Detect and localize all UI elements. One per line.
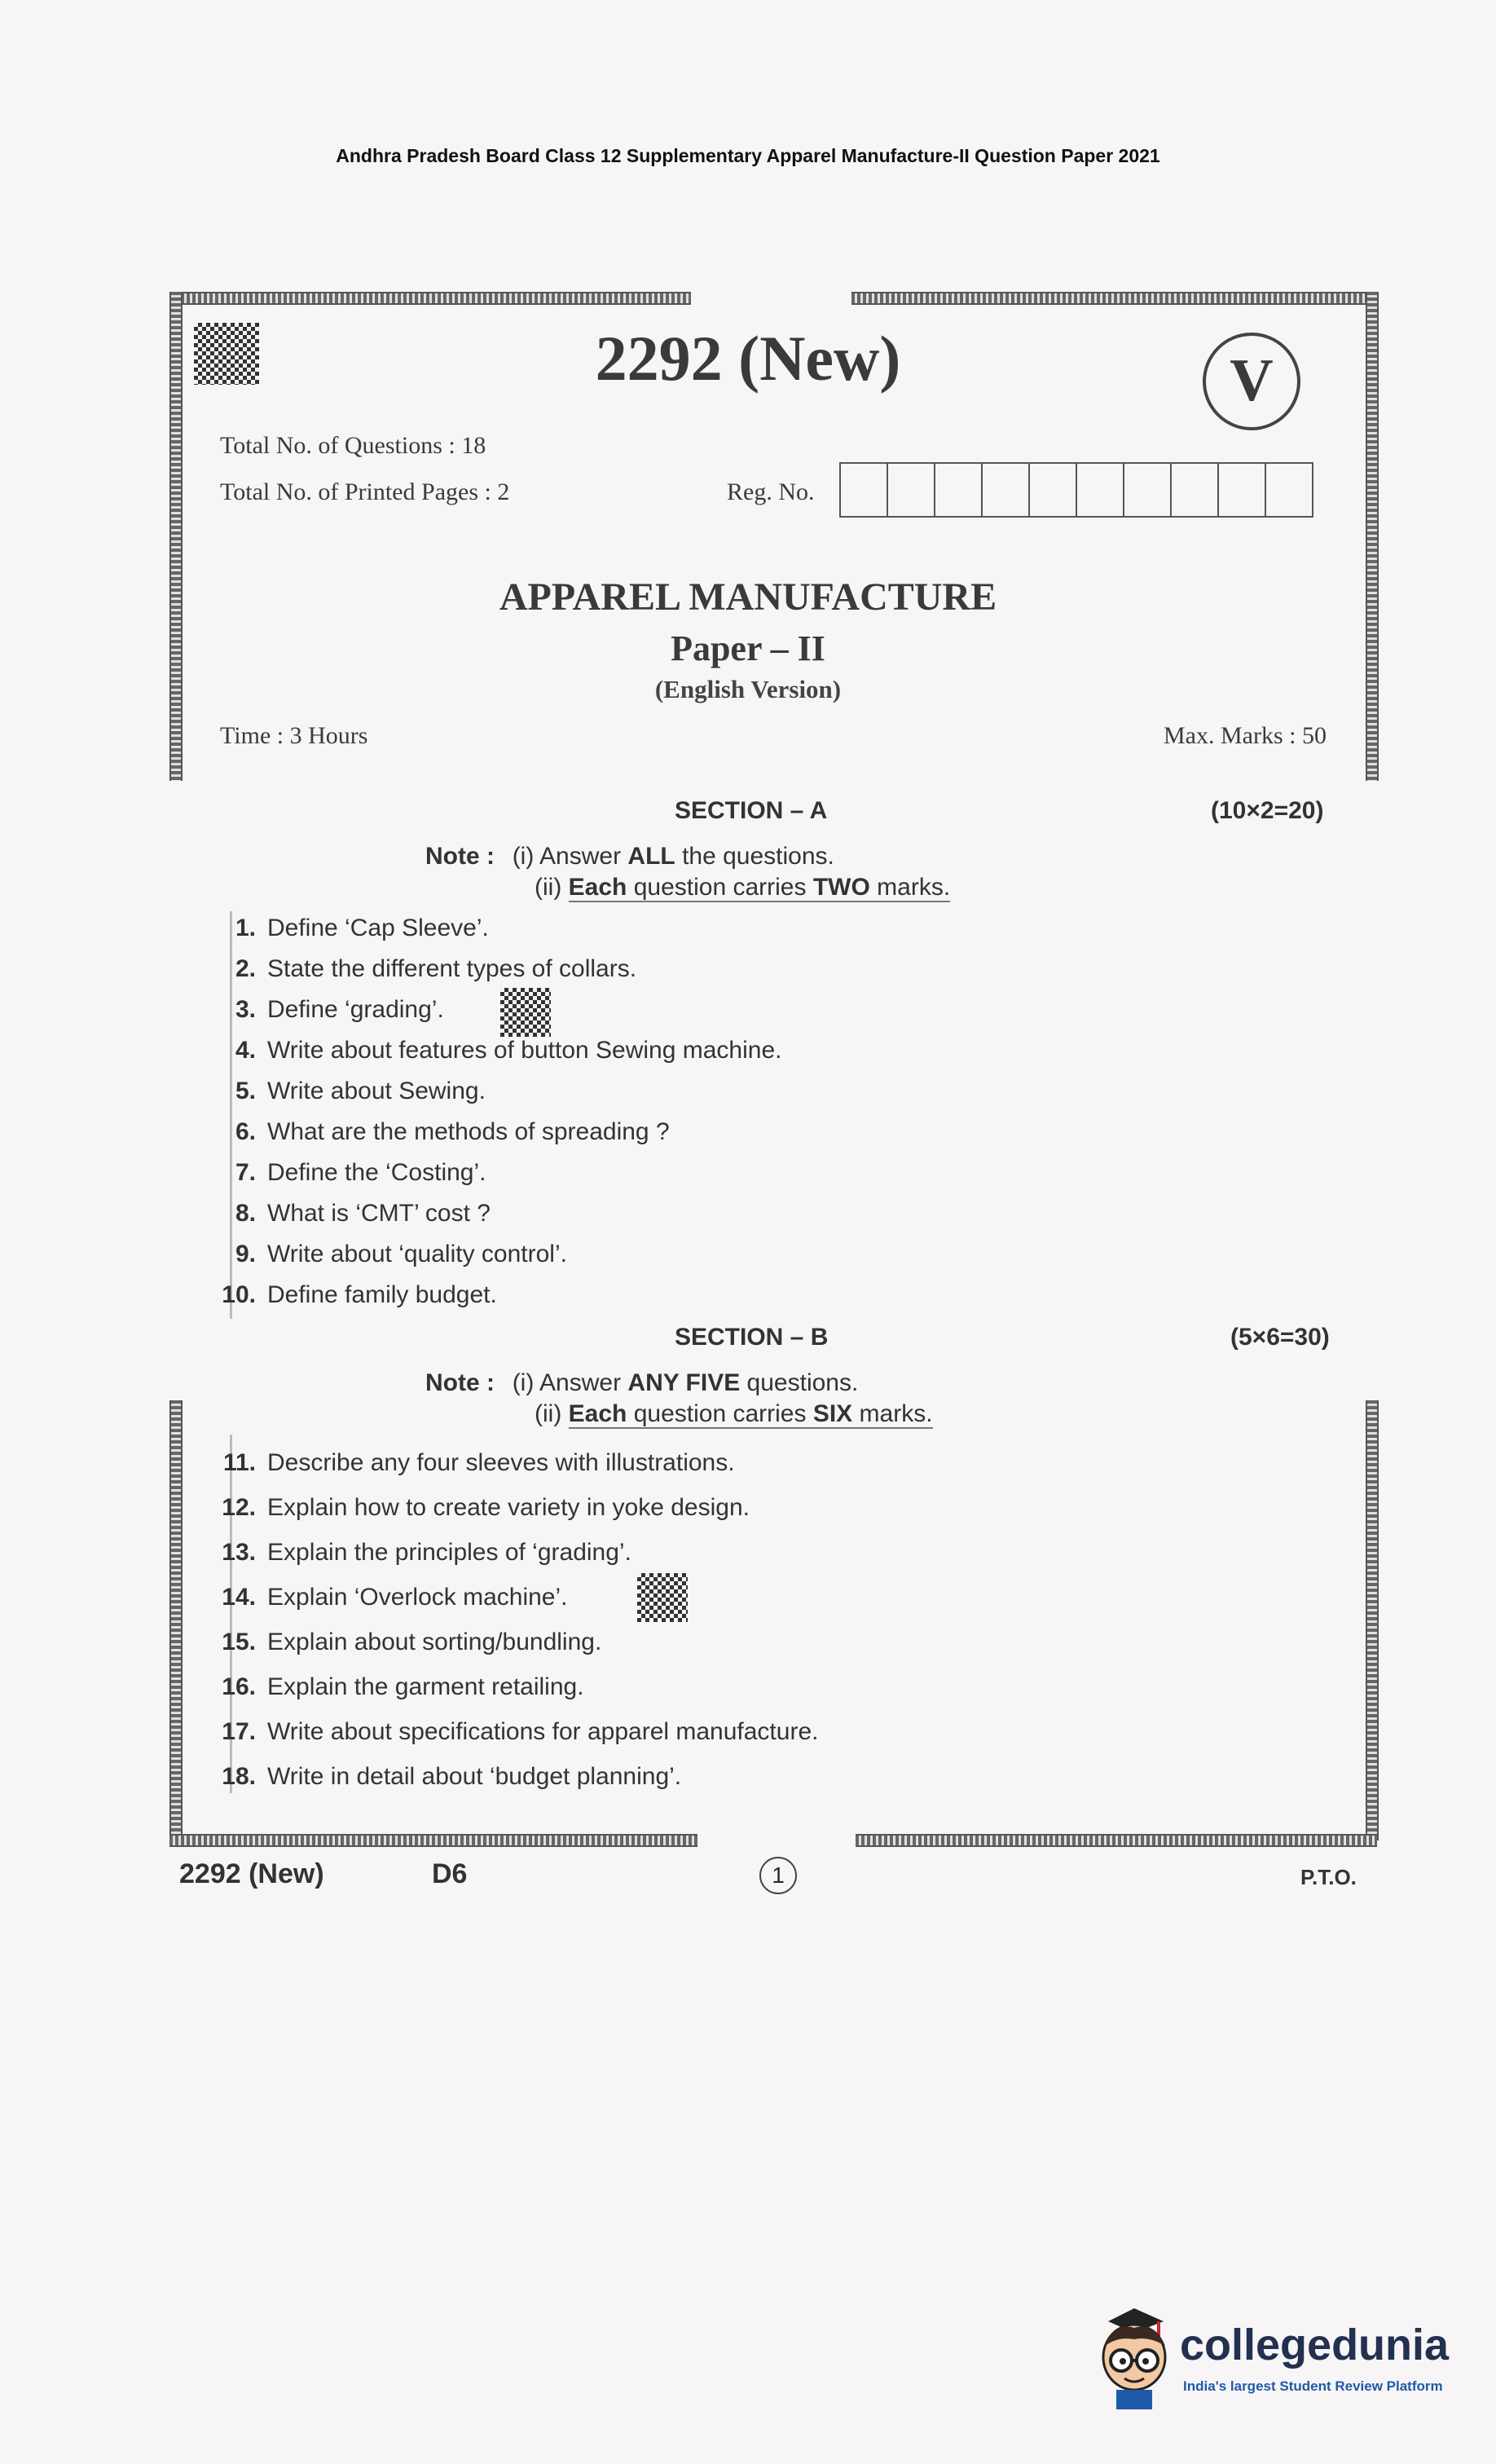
section-b-marks: (5×6=30) (1230, 1324, 1330, 1351)
note-2-bold-1: Each (568, 1400, 627, 1427)
note-1-pre: Answer (539, 1369, 628, 1396)
question-item: 14. Explain ‘Overlock machine’. (222, 1584, 568, 1611)
footer-paper-code: 2292 (New) (179, 1858, 324, 1889)
question-item: 9. Write about ‘quality control’. (235, 1241, 567, 1267)
note-2-mid: question carries (627, 874, 813, 901)
note-1-post: the questions. (675, 843, 834, 870)
total-pages: Total No. of Printed Pages : 2 (220, 478, 510, 505)
section-a-marks: (10×2=20) (1211, 797, 1324, 824)
note-2-bold-2: SIX (812, 1400, 853, 1427)
frame-top-right (851, 292, 1377, 305)
footer-set-code: D6 (432, 1858, 468, 1889)
page-header-title: Andhra Pradesh Board Class 12 Supplementary Apparel Manufacture-II Question Paper 2021 (336, 145, 1160, 166)
question-item: 17. Write about specifications for apparel manufacture. (222, 1718, 819, 1745)
note-1-pre: Answer (539, 843, 628, 870)
qr-code-icon (500, 988, 551, 1037)
note-2-num: (ii) (535, 874, 562, 901)
note-label: Note : (425, 843, 495, 870)
page-number: 1 (759, 1857, 797, 1894)
total-questions: Total No. of Questions : 18 (220, 432, 486, 459)
note-2-num: (ii) (535, 1400, 562, 1427)
question-item: 13. Explain the principles of ‘grading’. (222, 1539, 631, 1566)
section-b-note (425, 1369, 858, 1397)
paper-code: 2292 (New) (595, 323, 901, 394)
pto-label: P.T.O. (1300, 1865, 1357, 1889)
question-item: 6. What are the methods of spreading ? (235, 1118, 670, 1145)
brand-tagline: India's largest Student Review Platform (1183, 2378, 1443, 2394)
note-1-bold: ALL (627, 843, 675, 870)
paper-number: Paper – II (671, 628, 825, 668)
question-item: 2. State the different types of collars. (235, 955, 637, 982)
subject-title: APPAREL MANUFACTURE (499, 575, 997, 619)
note-2-mid: question carries (627, 1400, 813, 1427)
brand-name: collegedunia (1180, 2321, 1450, 2369)
question-item: 3. Define ‘grading’. (235, 996, 444, 1023)
frame-top-left (169, 292, 691, 305)
question-item: 18. Write in detail about ‘budget planning’. (222, 1763, 682, 1790)
frame-bottom-right (856, 1834, 1377, 1847)
question-item: 7. Define the ‘Costing’. (235, 1159, 486, 1186)
section-a-note-2 (535, 874, 950, 901)
frame-bottom-left (169, 1834, 697, 1847)
question-item: 10. Define family budget. (222, 1281, 497, 1308)
note-1-num: (i) (512, 1369, 535, 1396)
note-2-post: marks. (869, 874, 951, 901)
section-b-title: SECTION – B (675, 1324, 829, 1351)
language-version: (English Version) (654, 675, 842, 703)
note-1-post: questions. (740, 1369, 859, 1396)
question-item: 16. Explain the garment retailing. (222, 1673, 584, 1700)
note-1-num: (i) (512, 843, 535, 870)
question-item: 8. What is ‘CMT’ cost ? (235, 1200, 491, 1227)
frame-left-lower (169, 1400, 183, 1840)
question-item: 15. Explain about sorting/bundling. (222, 1629, 602, 1655)
question-item: 1. Define ‘Cap Sleeve’. (235, 915, 489, 941)
max-marks: Max. Marks : 50 (1164, 722, 1327, 749)
note-2-bold-2: TWO (812, 874, 870, 901)
mascot-logo-icon (1092, 2303, 1177, 2409)
time-allowed: Time : 3 Hours (220, 722, 368, 749)
qr-code-icon (637, 1573, 688, 1622)
frame-right-lower (1366, 1400, 1379, 1840)
version-badge: V (1203, 333, 1300, 430)
question-item: 5. Write about Sewing. (235, 1078, 486, 1104)
question-item: 12. Explain how to create variety in yoke design. (222, 1494, 750, 1521)
question-item: 4. Write about features of button Sewing machine. (235, 1037, 782, 1064)
reg-no-boxes (839, 462, 1313, 518)
reg-no-label: Reg. No. (727, 478, 815, 505)
section-a-note (425, 843, 834, 871)
note-1-bold: ANY FIVE (627, 1369, 741, 1396)
section-a-title: SECTION – A (675, 797, 828, 824)
question-item: 11. Describe any four sleeves with illustrations. (222, 1449, 735, 1476)
note-2-bold-1: Each (568, 874, 627, 901)
note-2-post: marks. (852, 1400, 933, 1427)
section-b-note-2 (535, 1400, 933, 1428)
note-label: Note : (425, 1369, 495, 1396)
